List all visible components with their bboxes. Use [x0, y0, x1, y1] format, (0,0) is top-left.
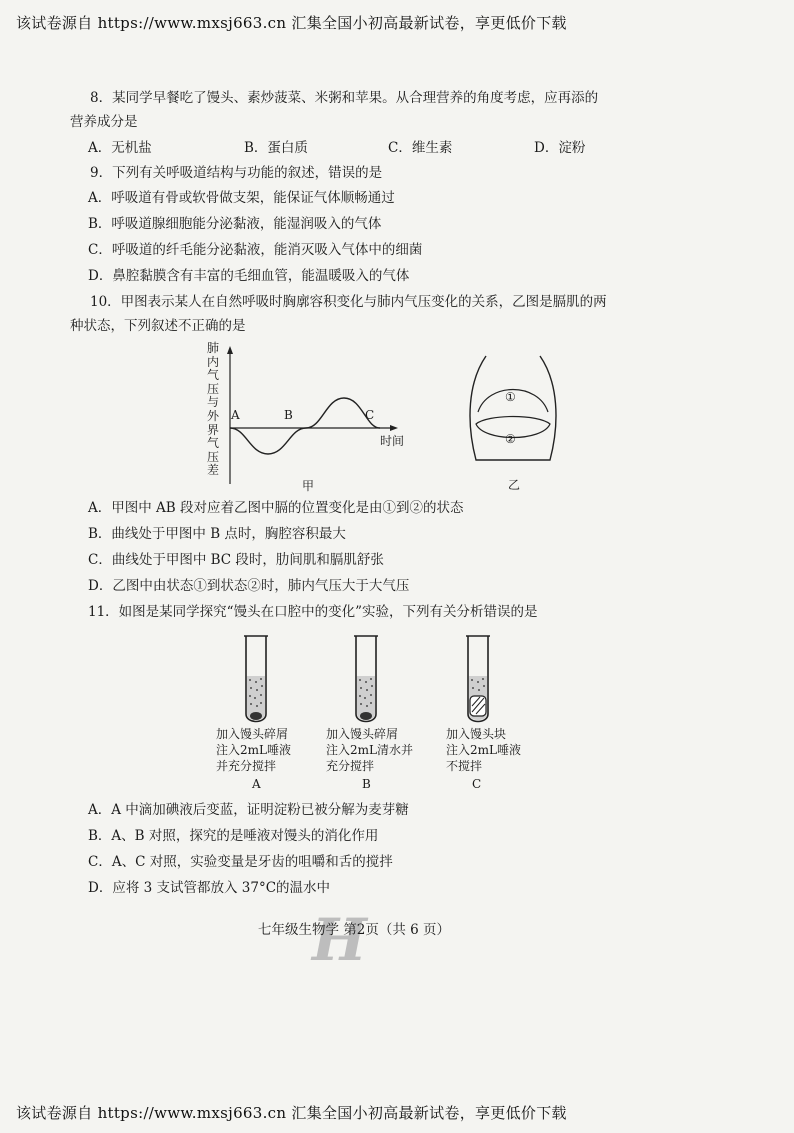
ylabel-char: 气 — [206, 436, 219, 451]
x-axis-label: 时间 — [380, 434, 405, 448]
point-b-label: B — [284, 408, 293, 422]
source-banner-bottom: 该试卷源自 https://www.mxsj663.cn 汇集全国小初高最新试卷，享更低价下载 — [16, 1104, 567, 1122]
q9-option-d: D．鼻腔黏膜含有丰富的毛细血管，能温暖吸入的气体 — [88, 268, 410, 284]
q11-option-b: B．A、B 对照，探究的是唾液对馒头的消化作用 — [88, 828, 379, 844]
state-1-label: ① — [505, 390, 516, 404]
ylabel-char: 内 — [206, 354, 219, 369]
q9-option-c: C．呼吸道的纤毛能分泌黏液，能消灭吸入气体中的细菌 — [88, 242, 423, 258]
q10-option-c: C．曲线处于甲图中 BC 段时，肋间肌和膈肌舒张 — [88, 552, 384, 568]
ylabel-char: 界 — [206, 422, 219, 437]
tube-c-label: C — [472, 777, 482, 791]
x-axis-arrow — [390, 425, 398, 431]
tube-a-label: A — [252, 777, 261, 791]
figure-jia — [200, 340, 420, 500]
ylabel-char: 与 — [206, 395, 219, 410]
q11-option-a: A．A 中滴加碘液后变蓝，证明淀粉已被分解为麦芽糖 — [88, 802, 409, 818]
q10-option-a: A．甲图中 AB 段对应着乙图中膈的位置变化是由①到②的状态 — [88, 500, 464, 516]
tube-c-line2: 注入2mL唾液 — [446, 743, 521, 757]
q8-stem-line1: 8．某同学早餐吃了馒头、素炒菠菜、米粥和苹果。从合理营养的角度考虑，应再添的 — [90, 90, 599, 106]
tube-b-line3: 充分搅拌 — [326, 759, 375, 773]
tube-c-line3: 不搅拌 — [446, 759, 483, 773]
tube-b-line1: 加入馒头碎屑 — [326, 727, 399, 741]
figure-jia-plot — [222, 346, 405, 486]
ylabel-char: 气 — [206, 368, 219, 383]
q10-stem-line1: 10．甲图表示某人在自然呼吸时胸廓容积变化与肺内气压变化的关系，乙图是膈肌的两 — [90, 294, 607, 310]
q10-option-b: B．曲线处于甲图中 B 点时，胸腔容积最大 — [88, 526, 346, 542]
state-2-label: ② — [505, 432, 516, 446]
tube-a-line1: 加入馒头碎屑 — [216, 727, 289, 741]
figure-yi-caption: 乙 — [508, 478, 521, 492]
q8-stem-line2: 营养成分是 — [70, 114, 138, 130]
tube-c-line1: 加入馒头块 — [446, 727, 507, 741]
ylabel-char: 外 — [206, 408, 219, 423]
q10-stem-line2: 种状态，下列叙述不正确的是 — [70, 318, 246, 334]
q9-stem: 9．下列有关呼吸道结构与功能的叙述，错误的是 — [90, 165, 383, 181]
ylabel-char: 压 — [206, 381, 219, 396]
tube-a-line3: 并充分搅拌 — [216, 759, 277, 773]
ylabel-char: 差 — [206, 463, 219, 478]
point-a-label: A — [231, 408, 240, 422]
q8-option-d: D．淀粉 — [534, 140, 586, 156]
tube-b-label: B — [362, 777, 371, 791]
page-number: 七年级生物学 第2页（共 6 页） — [258, 922, 451, 938]
tube-b-line2: 注入2mL清水并 — [326, 743, 413, 757]
q11-option-d: D．应将 3 支试管都放入 37°C的温水中 — [88, 880, 331, 896]
figure-jia-ylabel — [206, 342, 220, 478]
q9-option-b: B．呼吸道腺细胞能分泌黏液，能湿润吸入的气体 — [88, 216, 382, 232]
watermark-letter: H — [312, 906, 365, 974]
point-c-label: C — [365, 408, 375, 422]
q9-option-a: A．呼吸道有骨或软骨做支架，能保证气体顺畅通过 — [88, 190, 395, 206]
q8-option-c: C．维生素 — [388, 140, 453, 156]
tube-a-line2: 注入2mL唾液 — [216, 743, 291, 757]
q8-option-a: A．无机盐 — [88, 140, 152, 156]
q8-option-b: B．蛋白质 — [244, 140, 308, 156]
test-tube-a — [210, 634, 320, 794]
q10-option-d: D．乙图中由状态①到状态②时，肺内气压大于大气压 — [88, 578, 410, 594]
source-banner-top: 该试卷源自 https://www.mxsj663.cn 汇集全国小初高最新试卷，享更低价下载 — [16, 14, 567, 32]
figure-jia-caption: 甲 — [302, 479, 315, 493]
y-axis-arrow — [227, 346, 233, 354]
diaphragm-diagram — [458, 352, 568, 472]
ylabel-char: 压 — [206, 449, 219, 464]
tube-a-icon — [244, 634, 268, 726]
tube-c-icon — [466, 634, 490, 726]
test-tube-b — [320, 634, 440, 794]
figure-yi — [458, 352, 568, 492]
test-tube-c — [440, 634, 550, 794]
q11-option-c: C．A、C 对照，实验变量是牙齿的咀嚼和舌的搅拌 — [88, 854, 393, 870]
pressure-curve — [230, 398, 380, 454]
q11-stem: 11．如图是某同学探究“馒头在口腔中的变化”实验，下列有关分析错误的是 — [88, 604, 538, 620]
ylabel-char: 肺 — [206, 341, 219, 355]
tube-b-icon — [354, 634, 378, 726]
